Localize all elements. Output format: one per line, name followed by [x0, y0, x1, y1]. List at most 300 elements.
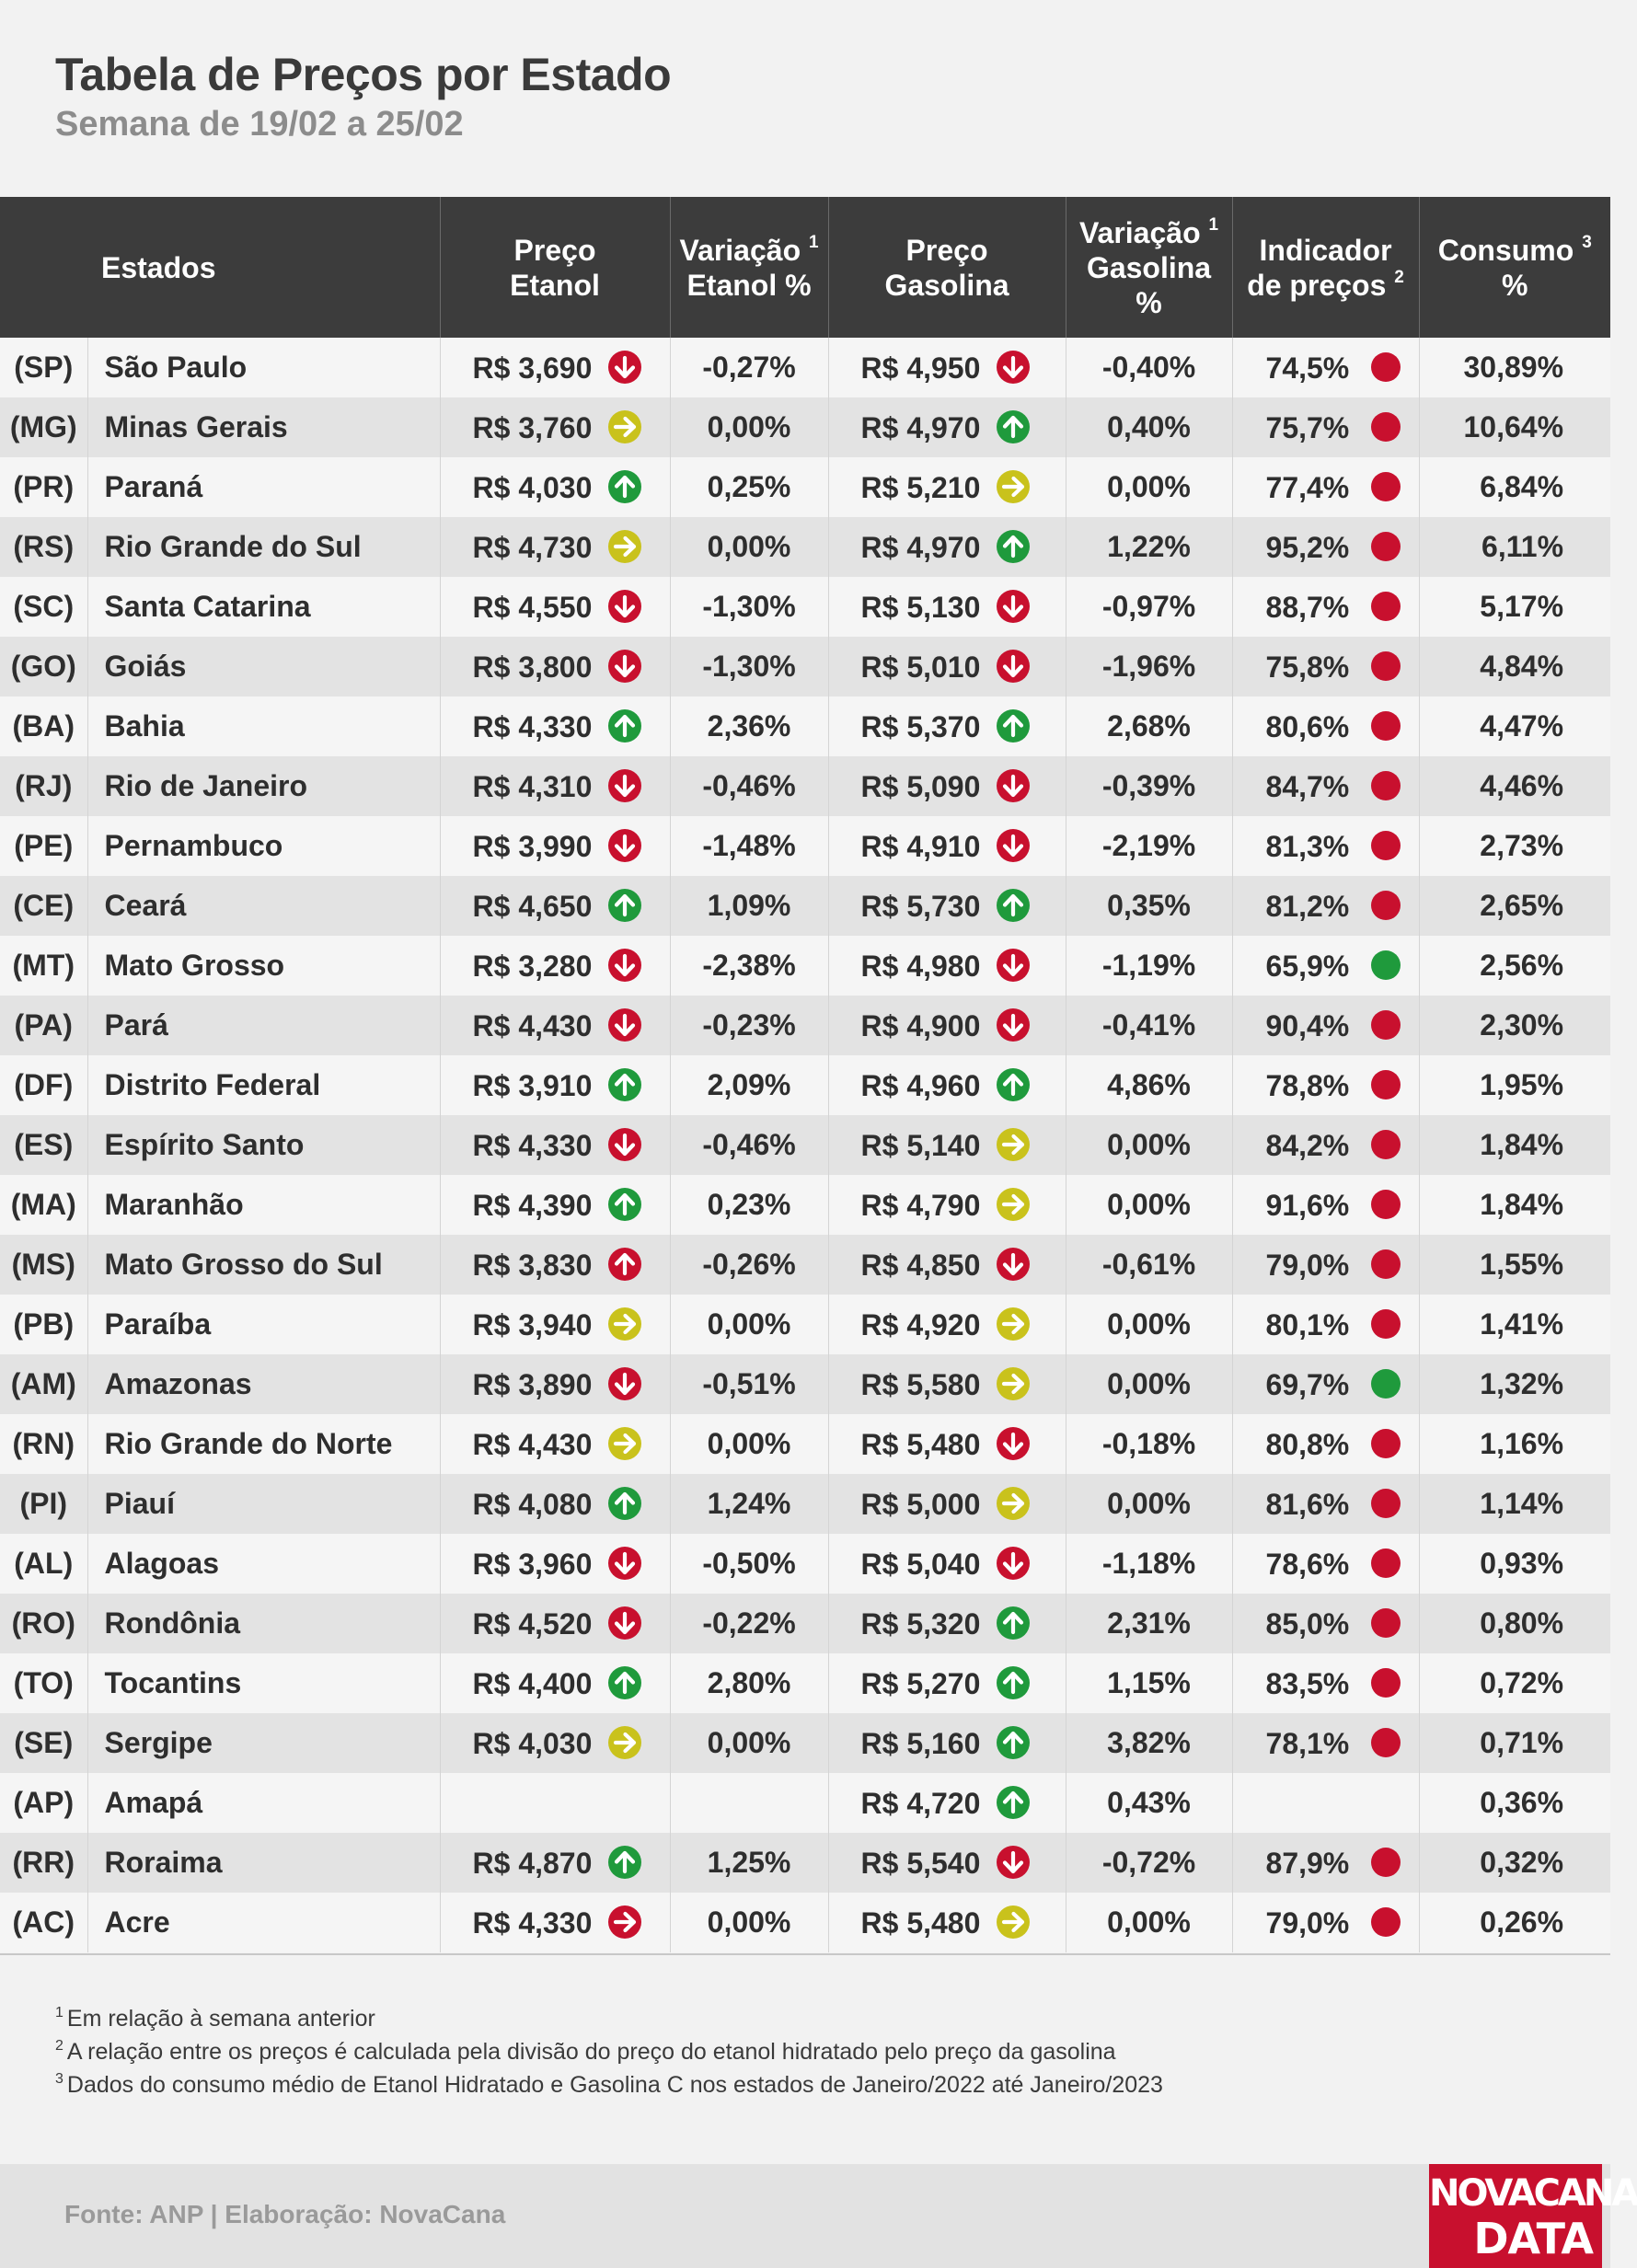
- gasolina-variation: 0,00%: [1066, 1115, 1232, 1175]
- table-row: [0, 1773, 1610, 1833]
- gasolina-variation: 0,00%: [1066, 1354, 1232, 1414]
- etanol-variation: 2,80%: [670, 1653, 828, 1713]
- indicator-dot-icon: [1371, 950, 1401, 980]
- arrow-up-icon: [997, 530, 1030, 563]
- gasolina-price-cell: [828, 996, 1066, 1055]
- arrow-down-icon: [608, 1128, 641, 1161]
- price-indicator-cell: [1232, 1653, 1419, 1713]
- state-abbr: (BA): [0, 697, 87, 756]
- price-indicator-cell: [1232, 1534, 1419, 1594]
- arrow-down-icon: [997, 351, 1030, 384]
- price-indicator-cell: [1232, 1893, 1419, 1952]
- etanol-variation: -1,48%: [670, 816, 828, 876]
- etanol-variation: 0,00%: [670, 1295, 828, 1354]
- cell-value: R$ 5,000: [860, 1488, 981, 1522]
- indicator-dot-icon: [1371, 1907, 1401, 1937]
- consumption-share: 6,84%: [1419, 457, 1610, 517]
- cell-value: R$ 4,720: [860, 1787, 981, 1821]
- table-row: [0, 1833, 1610, 1893]
- etanol-variation: 0,00%: [670, 397, 828, 457]
- price-indicator-cell: [1232, 577, 1419, 637]
- state-name: São Paulo: [87, 338, 440, 397]
- state-abbr: (AL): [0, 1534, 87, 1594]
- cell-value: 79,0%: [1265, 1249, 1350, 1283]
- cell-value: R$ 5,320: [860, 1607, 981, 1641]
- cell-value: R$ 4,030: [472, 471, 593, 505]
- table-row: [0, 397, 1610, 457]
- cell-value: R$ 5,130: [860, 591, 981, 625]
- gasolina-variation: -0,41%: [1066, 996, 1232, 1055]
- indicator-dot-icon: [1371, 1369, 1401, 1399]
- consumption-share: 10,64%: [1419, 397, 1610, 457]
- cell-value: R$ 5,210: [860, 471, 981, 505]
- etanol-variation: 0,00%: [670, 517, 828, 577]
- cell-value: R$ 4,980: [860, 950, 981, 984]
- page-subtitle: Semana de 19/02 a 25/02: [55, 105, 464, 144]
- arrow-down-icon: [608, 1547, 641, 1580]
- header-variacao-etanol: Variação $^1$ Etanol %: [670, 197, 828, 338]
- cell-value: R$ 5,480: [860, 1906, 981, 1940]
- gasolina-variation: 0,00%: [1066, 457, 1232, 517]
- consumption-share: 2,30%: [1419, 996, 1610, 1055]
- cell-value: 81,2%: [1265, 890, 1350, 924]
- gasolina-variation: -0,18%: [1066, 1414, 1232, 1474]
- gasolina-variation: 0,35%: [1066, 876, 1232, 936]
- etanol-price-cell: [440, 1115, 670, 1175]
- cell-value: R$ 4,520: [472, 1607, 593, 1641]
- etanol-price-cell: [440, 1534, 670, 1594]
- etanol-price-cell: [440, 1653, 670, 1713]
- gasolina-price-cell: [828, 1713, 1066, 1773]
- cell-value: 78,6%: [1265, 1548, 1350, 1582]
- cell-value: 78,8%: [1265, 1069, 1350, 1103]
- cell-value: R$ 3,760: [472, 411, 593, 445]
- cell-value: R$ 4,870: [472, 1847, 593, 1881]
- consumption-share: 2,56%: [1419, 936, 1610, 996]
- consumption-share: 0,80%: [1419, 1594, 1610, 1653]
- indicator-dot-icon: [1371, 592, 1401, 621]
- header-estados: Estados: [0, 197, 440, 338]
- state-name: Goiás: [87, 637, 440, 697]
- price-indicator-cell: [1232, 816, 1419, 876]
- price-indicator-cell: [1232, 1115, 1419, 1175]
- price-indicator-cell: [1232, 1354, 1419, 1414]
- cell-value: 84,7%: [1265, 770, 1350, 804]
- cell-value: R$ 4,900: [860, 1009, 981, 1043]
- cell-value: R$ 4,400: [472, 1667, 593, 1701]
- arrow-right-icon: [997, 1307, 1030, 1341]
- price-indicator-cell: [1232, 1295, 1419, 1354]
- state-name: Ceará: [87, 876, 440, 936]
- cell-value: R$ 4,970: [860, 411, 981, 445]
- table-row: [0, 1235, 1610, 1295]
- gasolina-price-cell: [828, 1474, 1066, 1534]
- cell-value: 85,0%: [1265, 1607, 1350, 1641]
- state-abbr: (AM): [0, 1354, 87, 1414]
- cell-value: R$ 4,330: [472, 710, 593, 744]
- etanol-price-cell: [440, 1773, 670, 1833]
- indicator-dot-icon: [1371, 771, 1401, 800]
- gasolina-price-cell: [828, 1594, 1066, 1653]
- arrow-right-icon: [608, 1726, 641, 1759]
- state-abbr: (AP): [0, 1773, 87, 1833]
- table-row: [0, 457, 1610, 517]
- gasolina-price-cell: [828, 1653, 1066, 1713]
- arrow-down-icon: [608, 1367, 641, 1400]
- state-abbr: (RR): [0, 1833, 87, 1893]
- state-abbr: (MS): [0, 1235, 87, 1295]
- novacana-data-logo: [1429, 2164, 1637, 2268]
- price-indicator-cell: [1232, 1235, 1419, 1295]
- etanol-price-cell: [440, 1295, 670, 1354]
- cell-value: 75,7%: [1265, 411, 1350, 445]
- consumption-share: 1,55%: [1419, 1235, 1610, 1295]
- state-abbr: (PI): [0, 1474, 87, 1534]
- etanol-price-cell: [440, 1594, 670, 1653]
- state-name: Piauí: [87, 1474, 440, 1534]
- consumption-share: 5,17%: [1419, 577, 1610, 637]
- gasolina-price-cell: [828, 1055, 1066, 1115]
- cell-value: R$ 4,950: [860, 351, 981, 386]
- prices-table: [0, 197, 1610, 1952]
- etanol-price-cell: [440, 1474, 670, 1534]
- cell-value: R$ 4,550: [472, 591, 593, 625]
- cell-value: R$ 4,330: [472, 1129, 593, 1163]
- gasolina-variation: -0,61%: [1066, 1235, 1232, 1295]
- state-abbr: (TO): [0, 1653, 87, 1713]
- cell-value: R$ 4,310: [472, 770, 593, 804]
- cell-value: 95,2%: [1265, 531, 1350, 565]
- header-preco-etanol: Preço Etanol: [440, 197, 670, 338]
- cell-value: R$ 3,960: [472, 1548, 593, 1582]
- etanol-price-cell: [440, 1414, 670, 1474]
- etanol-variation: -0,22%: [670, 1594, 828, 1653]
- arrow-down-icon: [608, 769, 641, 802]
- gasolina-price-cell: [828, 1354, 1066, 1414]
- gasolina-price-cell: [828, 1414, 1066, 1474]
- cell-value: R$ 4,080: [472, 1488, 593, 1522]
- gasolina-price-cell: [828, 577, 1066, 637]
- state-name: Paraíba: [87, 1295, 440, 1354]
- state-name: Pará: [87, 996, 440, 1055]
- cell-value: R$ 4,910: [860, 830, 981, 864]
- price-indicator-cell: [1232, 1833, 1419, 1893]
- arrow-right-icon: [997, 1188, 1030, 1221]
- header-indicador: Indicador de preços $^2$: [1232, 197, 1419, 338]
- arrow-up-icon: [608, 1666, 641, 1699]
- arrow-down-icon: [997, 1008, 1030, 1042]
- consumption-share: 1,84%: [1419, 1115, 1610, 1175]
- table-row: [0, 1594, 1610, 1653]
- gasolina-variation: 1,15%: [1066, 1653, 1232, 1713]
- arrow-down-icon: [608, 949, 641, 982]
- cell-value: 77,4%: [1265, 471, 1350, 505]
- state-name: Espírito Santo: [87, 1115, 440, 1175]
- etanol-variation: -0,26%: [670, 1235, 828, 1295]
- state-abbr: (DF): [0, 1055, 87, 1115]
- arrow-right-icon: [608, 1307, 641, 1341]
- page-title: Tabela de Preços por Estado: [55, 49, 672, 100]
- state-abbr: (MA): [0, 1175, 87, 1235]
- price-indicator-cell: [1232, 1175, 1419, 1235]
- state-abbr: (PB): [0, 1295, 87, 1354]
- table-row: [0, 936, 1610, 996]
- state-name: Distrito Federal: [87, 1055, 440, 1115]
- footnotes: [55, 2002, 1163, 2101]
- cell-value: 81,6%: [1265, 1488, 1350, 1522]
- consumption-share: 0,93%: [1419, 1534, 1610, 1594]
- gasolina-variation: -0,40%: [1066, 338, 1232, 397]
- cell-value: R$ 3,890: [472, 1368, 593, 1402]
- cell-value: 75,8%: [1265, 650, 1350, 685]
- arrow-right-icon: [608, 1905, 641, 1939]
- arrow-up-icon: [608, 889, 641, 922]
- table-row: [0, 1354, 1610, 1414]
- cell-value: 65,9%: [1265, 950, 1350, 984]
- gasolina-price-cell: [828, 397, 1066, 457]
- gasolina-price-cell: [828, 1235, 1066, 1295]
- gasolina-variation: 2,68%: [1066, 697, 1232, 756]
- etanol-price-cell: [440, 1354, 670, 1414]
- state-name: Maranhão: [87, 1175, 440, 1235]
- table-row: [0, 577, 1610, 637]
- cell-value: R$ 5,270: [860, 1667, 981, 1701]
- table-row: [0, 517, 1610, 577]
- gasolina-price-cell: [828, 756, 1066, 816]
- etanol-variation: [670, 1773, 828, 1833]
- gasolina-price-cell: [828, 1893, 1066, 1952]
- arrow-up-icon: [608, 709, 641, 743]
- gasolina-variation: 0,40%: [1066, 397, 1232, 457]
- footnote-3: $^3$ Dados do consumo médio de Etanol Hidratado e Gasolina C nos estados de Janeiro/2022 até Janeiro/2023: [55, 2071, 1163, 2098]
- arrow-right-icon: [997, 470, 1030, 503]
- indicator-dot-icon: [1371, 1190, 1401, 1219]
- arrow-up-icon: [608, 1068, 641, 1101]
- gasolina-price-cell: [828, 1175, 1066, 1235]
- indicator-dot-icon: [1371, 711, 1401, 741]
- cell-value: R$ 3,690: [472, 351, 593, 386]
- gasolina-price-cell: [828, 697, 1066, 756]
- etanol-variation: -1,30%: [670, 577, 828, 637]
- table-row: [0, 338, 1610, 397]
- etanol-variation: -0,27%: [670, 338, 828, 397]
- gasolina-variation: 0,00%: [1066, 1893, 1232, 1952]
- state-abbr: (PR): [0, 457, 87, 517]
- arrow-right-icon: [997, 1487, 1030, 1520]
- cell-value: R$ 3,280: [472, 950, 593, 984]
- arrow-down-icon: [997, 1547, 1030, 1580]
- etanol-variation: 1,24%: [670, 1474, 828, 1534]
- consumption-share: 4,47%: [1419, 697, 1610, 756]
- header-preco-gasolina: Preço Gasolina: [828, 197, 1066, 338]
- arrow-down-icon: [608, 829, 641, 862]
- state-name: Bahia: [87, 697, 440, 756]
- consumption-share: 0,36%: [1419, 1773, 1610, 1833]
- indicator-dot-icon: [1371, 651, 1401, 681]
- indicator-dot-icon: [1371, 412, 1401, 442]
- arrow-up-icon: [608, 1487, 641, 1520]
- indicator-dot-icon: [1371, 891, 1401, 920]
- etanol-variation: -0,23%: [670, 996, 828, 1055]
- arrow-right-icon: [997, 1367, 1030, 1400]
- etanol-price-cell: [440, 697, 670, 756]
- etanol-price-cell: [440, 936, 670, 996]
- state-abbr: (RO): [0, 1594, 87, 1653]
- cell-value: R$ 3,800: [472, 650, 593, 685]
- arrow-up-icon: [997, 1606, 1030, 1640]
- table-row: [0, 1414, 1610, 1474]
- table-row: [0, 1653, 1610, 1713]
- consumption-share: 0,26%: [1419, 1893, 1610, 1952]
- source-credit: Fonte: ANP | Elaboração: NovaCana: [64, 2200, 506, 2228]
- cell-value: 87,9%: [1265, 1847, 1350, 1881]
- cell-value: R$ 4,850: [860, 1249, 981, 1283]
- arrow-up-icon: [608, 470, 641, 503]
- cell-value: R$ 5,540: [860, 1847, 981, 1881]
- gasolina-price-cell: [828, 876, 1066, 936]
- etanol-variation: 0,00%: [670, 1713, 828, 1773]
- table-row: [0, 1055, 1610, 1115]
- gasolina-price-cell: [828, 338, 1066, 397]
- consumption-share: 6,11%: [1419, 517, 1610, 577]
- table-row: [0, 1474, 1610, 1534]
- etanol-price-cell: [440, 338, 670, 397]
- arrow-right-icon: [997, 1905, 1030, 1939]
- etanol-variation: 1,09%: [670, 876, 828, 936]
- cell-value: R$ 3,940: [472, 1308, 593, 1342]
- cell-value: R$ 4,730: [472, 531, 593, 565]
- etanol-variation: -0,46%: [670, 1115, 828, 1175]
- etanol-price-cell: [440, 1235, 670, 1295]
- gasolina-price-cell: [828, 1773, 1066, 1833]
- arrow-down-icon: [997, 1846, 1030, 1879]
- arrow-down-icon: [608, 351, 641, 384]
- state-abbr: (PE): [0, 816, 87, 876]
- consumption-share: 30,89%: [1419, 338, 1610, 397]
- etanol-price-cell: [440, 457, 670, 517]
- arrow-up-icon: [997, 1726, 1030, 1759]
- state-name: Rondônia: [87, 1594, 440, 1653]
- state-name: Sergipe: [87, 1713, 440, 1773]
- arrow-down-icon: [997, 769, 1030, 802]
- arrow-down-icon: [608, 1008, 641, 1042]
- cell-value: 80,1%: [1265, 1308, 1350, 1342]
- arrow-down-icon: [997, 1427, 1030, 1460]
- indicator-dot-icon: [1371, 1429, 1401, 1458]
- table-bottom-rule: [0, 1953, 1610, 1955]
- gasolina-price-cell: [828, 517, 1066, 577]
- cell-value: R$ 4,790: [860, 1189, 981, 1223]
- cell-value: 69,7%: [1265, 1368, 1350, 1402]
- state-name: Mato Grosso do Sul: [87, 1235, 440, 1295]
- consumption-share: 4,46%: [1419, 756, 1610, 816]
- gasolina-price-cell: [828, 457, 1066, 517]
- cell-value: R$ 3,910: [472, 1069, 593, 1103]
- state-abbr: (RN): [0, 1414, 87, 1474]
- gasolina-price-cell: [828, 637, 1066, 697]
- consumption-share: 1,16%: [1419, 1414, 1610, 1474]
- etanol-variation: 0,00%: [670, 1414, 828, 1474]
- cell-value: R$ 4,390: [472, 1189, 593, 1223]
- gasolina-price-cell: [828, 936, 1066, 996]
- price-indicator-cell: [1232, 936, 1419, 996]
- gasolina-variation: 3,82%: [1066, 1713, 1232, 1773]
- etanol-variation: -0,50%: [670, 1534, 828, 1594]
- arrow-right-icon: [608, 530, 641, 563]
- cell-value: 91,6%: [1265, 1189, 1350, 1223]
- etanol-price-cell: [440, 1175, 670, 1235]
- price-indicator-cell: [1232, 1773, 1419, 1833]
- cell-value: 80,6%: [1265, 710, 1350, 744]
- cell-value: 79,0%: [1265, 1906, 1350, 1940]
- state-name: Tocantins: [87, 1653, 440, 1713]
- gasolina-variation: -1,19%: [1066, 936, 1232, 996]
- cell-value: R$ 4,030: [472, 1727, 593, 1761]
- indicator-dot-icon: [1371, 472, 1401, 501]
- cell-value: R$ 5,480: [860, 1428, 981, 1462]
- state-abbr: (MT): [0, 936, 87, 996]
- price-indicator-cell: [1232, 338, 1419, 397]
- indicator-dot-icon: [1371, 1309, 1401, 1339]
- arrow-down-icon: [997, 949, 1030, 982]
- state-abbr: (SP): [0, 338, 87, 397]
- gasolina-price-cell: [828, 1295, 1066, 1354]
- footnote-1: $^1$ Em relação à semana anterior: [55, 2005, 375, 2032]
- price-indicator-cell: [1232, 1055, 1419, 1115]
- cell-value: R$ 4,650: [472, 890, 593, 924]
- gasolina-variation: -1,18%: [1066, 1534, 1232, 1594]
- state-name: Alagoas: [87, 1534, 440, 1594]
- arrow-right-icon: [608, 1427, 641, 1460]
- indicator-dot-icon: [1371, 1489, 1401, 1518]
- state-name: Pernambuco: [87, 816, 440, 876]
- cell-value: R$ 3,830: [472, 1249, 593, 1283]
- cell-value: 80,8%: [1265, 1428, 1350, 1462]
- cell-value: 78,1%: [1265, 1727, 1350, 1761]
- state-abbr: (SE): [0, 1713, 87, 1773]
- arrow-up-icon: [997, 1666, 1030, 1699]
- state-name: Amazonas: [87, 1354, 440, 1414]
- etanol-price-cell: [440, 577, 670, 637]
- indicator-dot-icon: [1371, 1070, 1401, 1099]
- cell-value: R$ 4,430: [472, 1009, 593, 1043]
- state-abbr: (GO): [0, 637, 87, 697]
- cell-value: R$ 5,090: [860, 770, 981, 804]
- cell-value: R$ 4,970: [860, 531, 981, 565]
- price-indicator-cell: [1232, 1414, 1419, 1474]
- gasolina-price-cell: [828, 816, 1066, 876]
- etanol-price-cell: [440, 1833, 670, 1893]
- logo-line-1: NOVACANA: [1429, 2172, 1637, 2215]
- etanol-price-cell: [440, 1713, 670, 1773]
- table-row: [0, 1115, 1610, 1175]
- state-name: Mato Grosso: [87, 936, 440, 996]
- gasolina-variation: 2,31%: [1066, 1594, 1232, 1653]
- indicator-dot-icon: [1371, 831, 1401, 860]
- table-row: [0, 1295, 1610, 1354]
- state-abbr: (AC): [0, 1893, 87, 1952]
- etanol-price-cell: [440, 1055, 670, 1115]
- consumption-share: 0,71%: [1419, 1713, 1610, 1773]
- cell-value: R$ 5,370: [860, 710, 981, 744]
- indicator-dot-icon: [1371, 1668, 1401, 1698]
- price-indicator-cell: [1232, 876, 1419, 936]
- gasolina-variation: -1,96%: [1066, 637, 1232, 697]
- consumption-share: 1,14%: [1419, 1474, 1610, 1534]
- arrow-down-icon: [608, 1606, 641, 1640]
- state-name: Rio de Janeiro: [87, 756, 440, 816]
- etanol-price-cell: [440, 637, 670, 697]
